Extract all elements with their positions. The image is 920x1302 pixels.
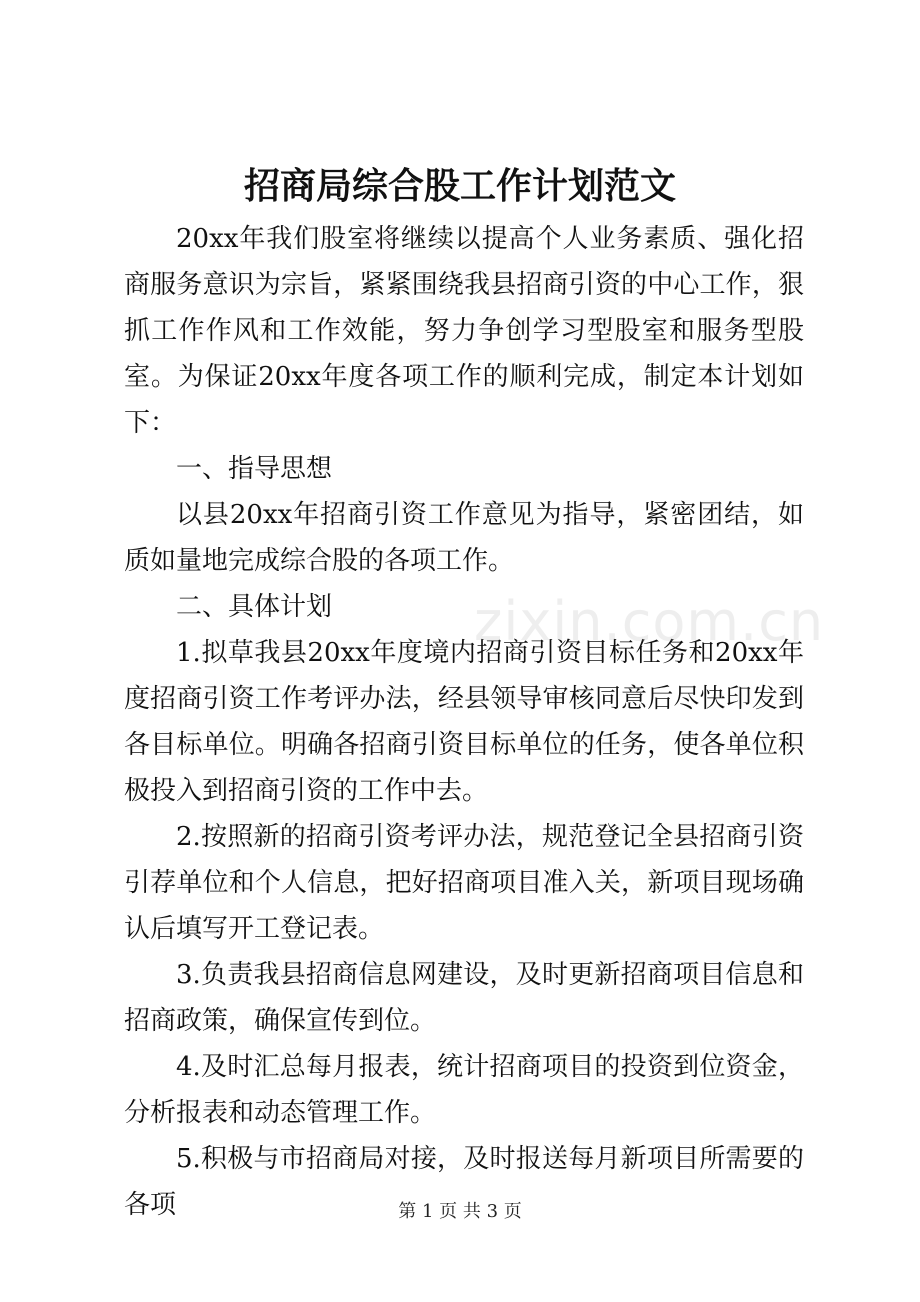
plan-item-1: 1.拟草我县20xx年度境内招商引资目标任务和20xx年度招商引资工作考评办法，经县领导审核同意后尽快印发到各目标单位。明确各招商引资目标单位的任务，使各单位积极投入到招商引资的工作中去。 <box>124 638 804 806</box>
watermark: zixin.com.cn <box>474 590 825 653</box>
document-body <box>124 216 804 1228</box>
plan-item-5: 5.积极与市招商局对接，及时报送每月新项目所需要的各项 <box>124 1144 804 1220</box>
paragraph-intro: 20xx年我们股室将继续以提高个人业务素质、强化招商服务意识为宗旨，紧紧围绕我县招商引资的中心工作，狠抓工作作风和工作效能，努力争创学习型股室和服务型股室。为保证20xx年度各项工作的顺利完成，制定本计划如下： <box>124 224 804 438</box>
plan-item-2: 2.按照新的招商引资考评办法，规范登记全县招商引资引荐单位和个人信息，把好招商项目准入关，新项目现场确认后填写开工登记表。 <box>124 822 804 944</box>
section-heading-guiding-thought: 一、指导思想 <box>176 454 333 484</box>
document-title: 招商局综合股工作计划范文 <box>243 165 676 207</box>
plan-item-4: 4.及时汇总每月报表，统计招商项目的投资到位资金，分析报表和动态管理工作。 <box>124 1052 804 1128</box>
plan-item-3: 3.负责我县招商信息网建设，及时更新招商项目信息和招商政策，确保宣传到位。 <box>124 960 804 1036</box>
paragraph-guiding-thought: 以县20xx年招商引资工作意见为指导，紧密团结，如质如量地完成综合股的各项工作。 <box>124 500 804 576</box>
section-heading-specific-plan: 二、具体计划 <box>176 592 333 622</box>
page-footer: 第 1 页 共 3 页 <box>398 1201 522 1222</box>
